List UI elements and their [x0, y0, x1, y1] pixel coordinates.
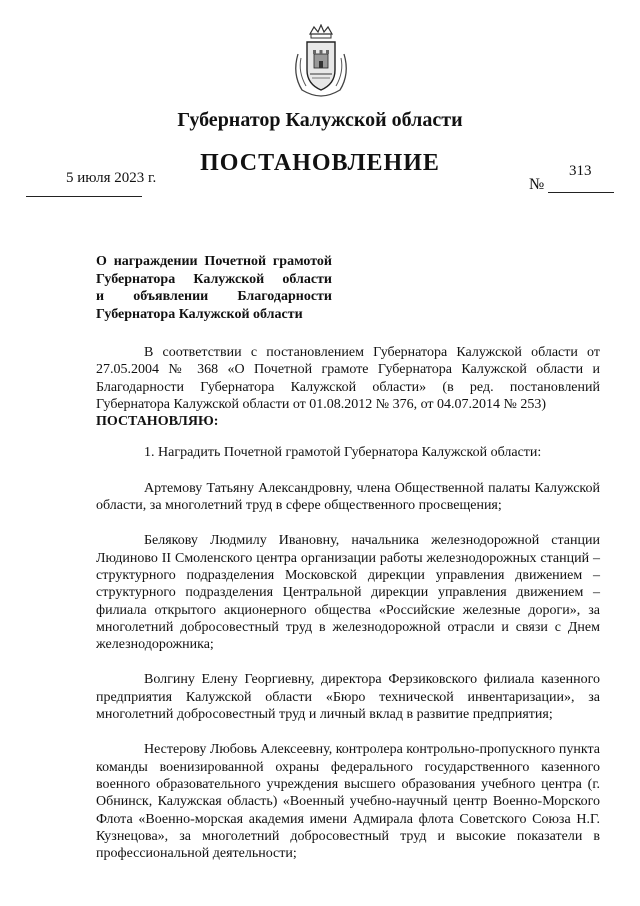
issuer-title: Губернатор Калужской области [177, 109, 463, 131]
document-body [96, 344, 600, 862]
date-underline [26, 196, 142, 197]
subject-line: Губернатора Калужской области [96, 271, 332, 287]
coat-of-arms-icon [288, 24, 354, 98]
subject-line: Губернатора Калужской области [96, 306, 303, 322]
awardee-paragraph: Белякову Людмилу Ивановну, начальника железнодорожной станции Людиново II Смоленского центра организации работы железнодорожных станций – структурного подразделения Московской дирекции управления движением – структурного подразделения Центральной дирекции управления движением – филиала открытого акционерного общества «Российские железные дороги», за многолетний добросовестный труд в железнодорожной отрасли и связи с Днем железнодорожника; [96, 533, 600, 653]
awardee-paragraph: Волгину Елену Георгиевну, директора Ферзиковского филиала казенного предприятия Калужской области «Бюро технической инвентаризации», за многолетний добросовестный труд и личный вклад в развитие предприятия; [96, 672, 600, 723]
document-type-heading: ПОСТАНОВЛЕНИЕ [200, 150, 440, 176]
awardee-paragraph: Артемову Татьяну Александровну, члена Общественной палаты Калужской области, за многолетний труд в сфере общественного просвещения; [96, 480, 600, 514]
preamble-paragraph: В соответствии с постановлением Губернатора Калужской области от 27.05.2004 № 368 «О Почетной грамоте Губернатора Калужской области и Благодарности Губернатора Калужской области» (в ред. постановлений Губернатора Калужской области от 01.08.2012 № 376, от 04.07.2014 № 253) [96, 345, 600, 412]
awardee-paragraph: Нестерову Любовь Алексеевну, контролера контрольно-пропускного пункта команды военизированной охраны федерального государственного казенного военного образовательного учреждения высшего образования учебного центра (г. Обнинск, Калужская область) «Военный учебно-научный центр Военно-Морского Флота «Военно-морская академия имени Адмирала флота Советского Союза Н.Г. Кузнецова», за многолетний добросовестный труд и высокие показатели в профессиональной деятельности; [96, 742, 601, 862]
number-underline [548, 192, 614, 193]
decree-word: ПОСТАНОВЛЯЮ: [96, 414, 219, 430]
document-subject [96, 253, 332, 323]
document-number: 313 [569, 163, 592, 179]
number-sign: № [529, 176, 545, 193]
subject-line: О награждении Почетной грамотой [96, 254, 332, 269]
document-date: 5 июля 2023 г. [66, 170, 157, 186]
subject-line: и объявлении Благодарности [96, 289, 332, 304]
point-1-heading: 1. Наградить Почетной грамотой Губернатора Калужской области: [144, 445, 542, 461]
